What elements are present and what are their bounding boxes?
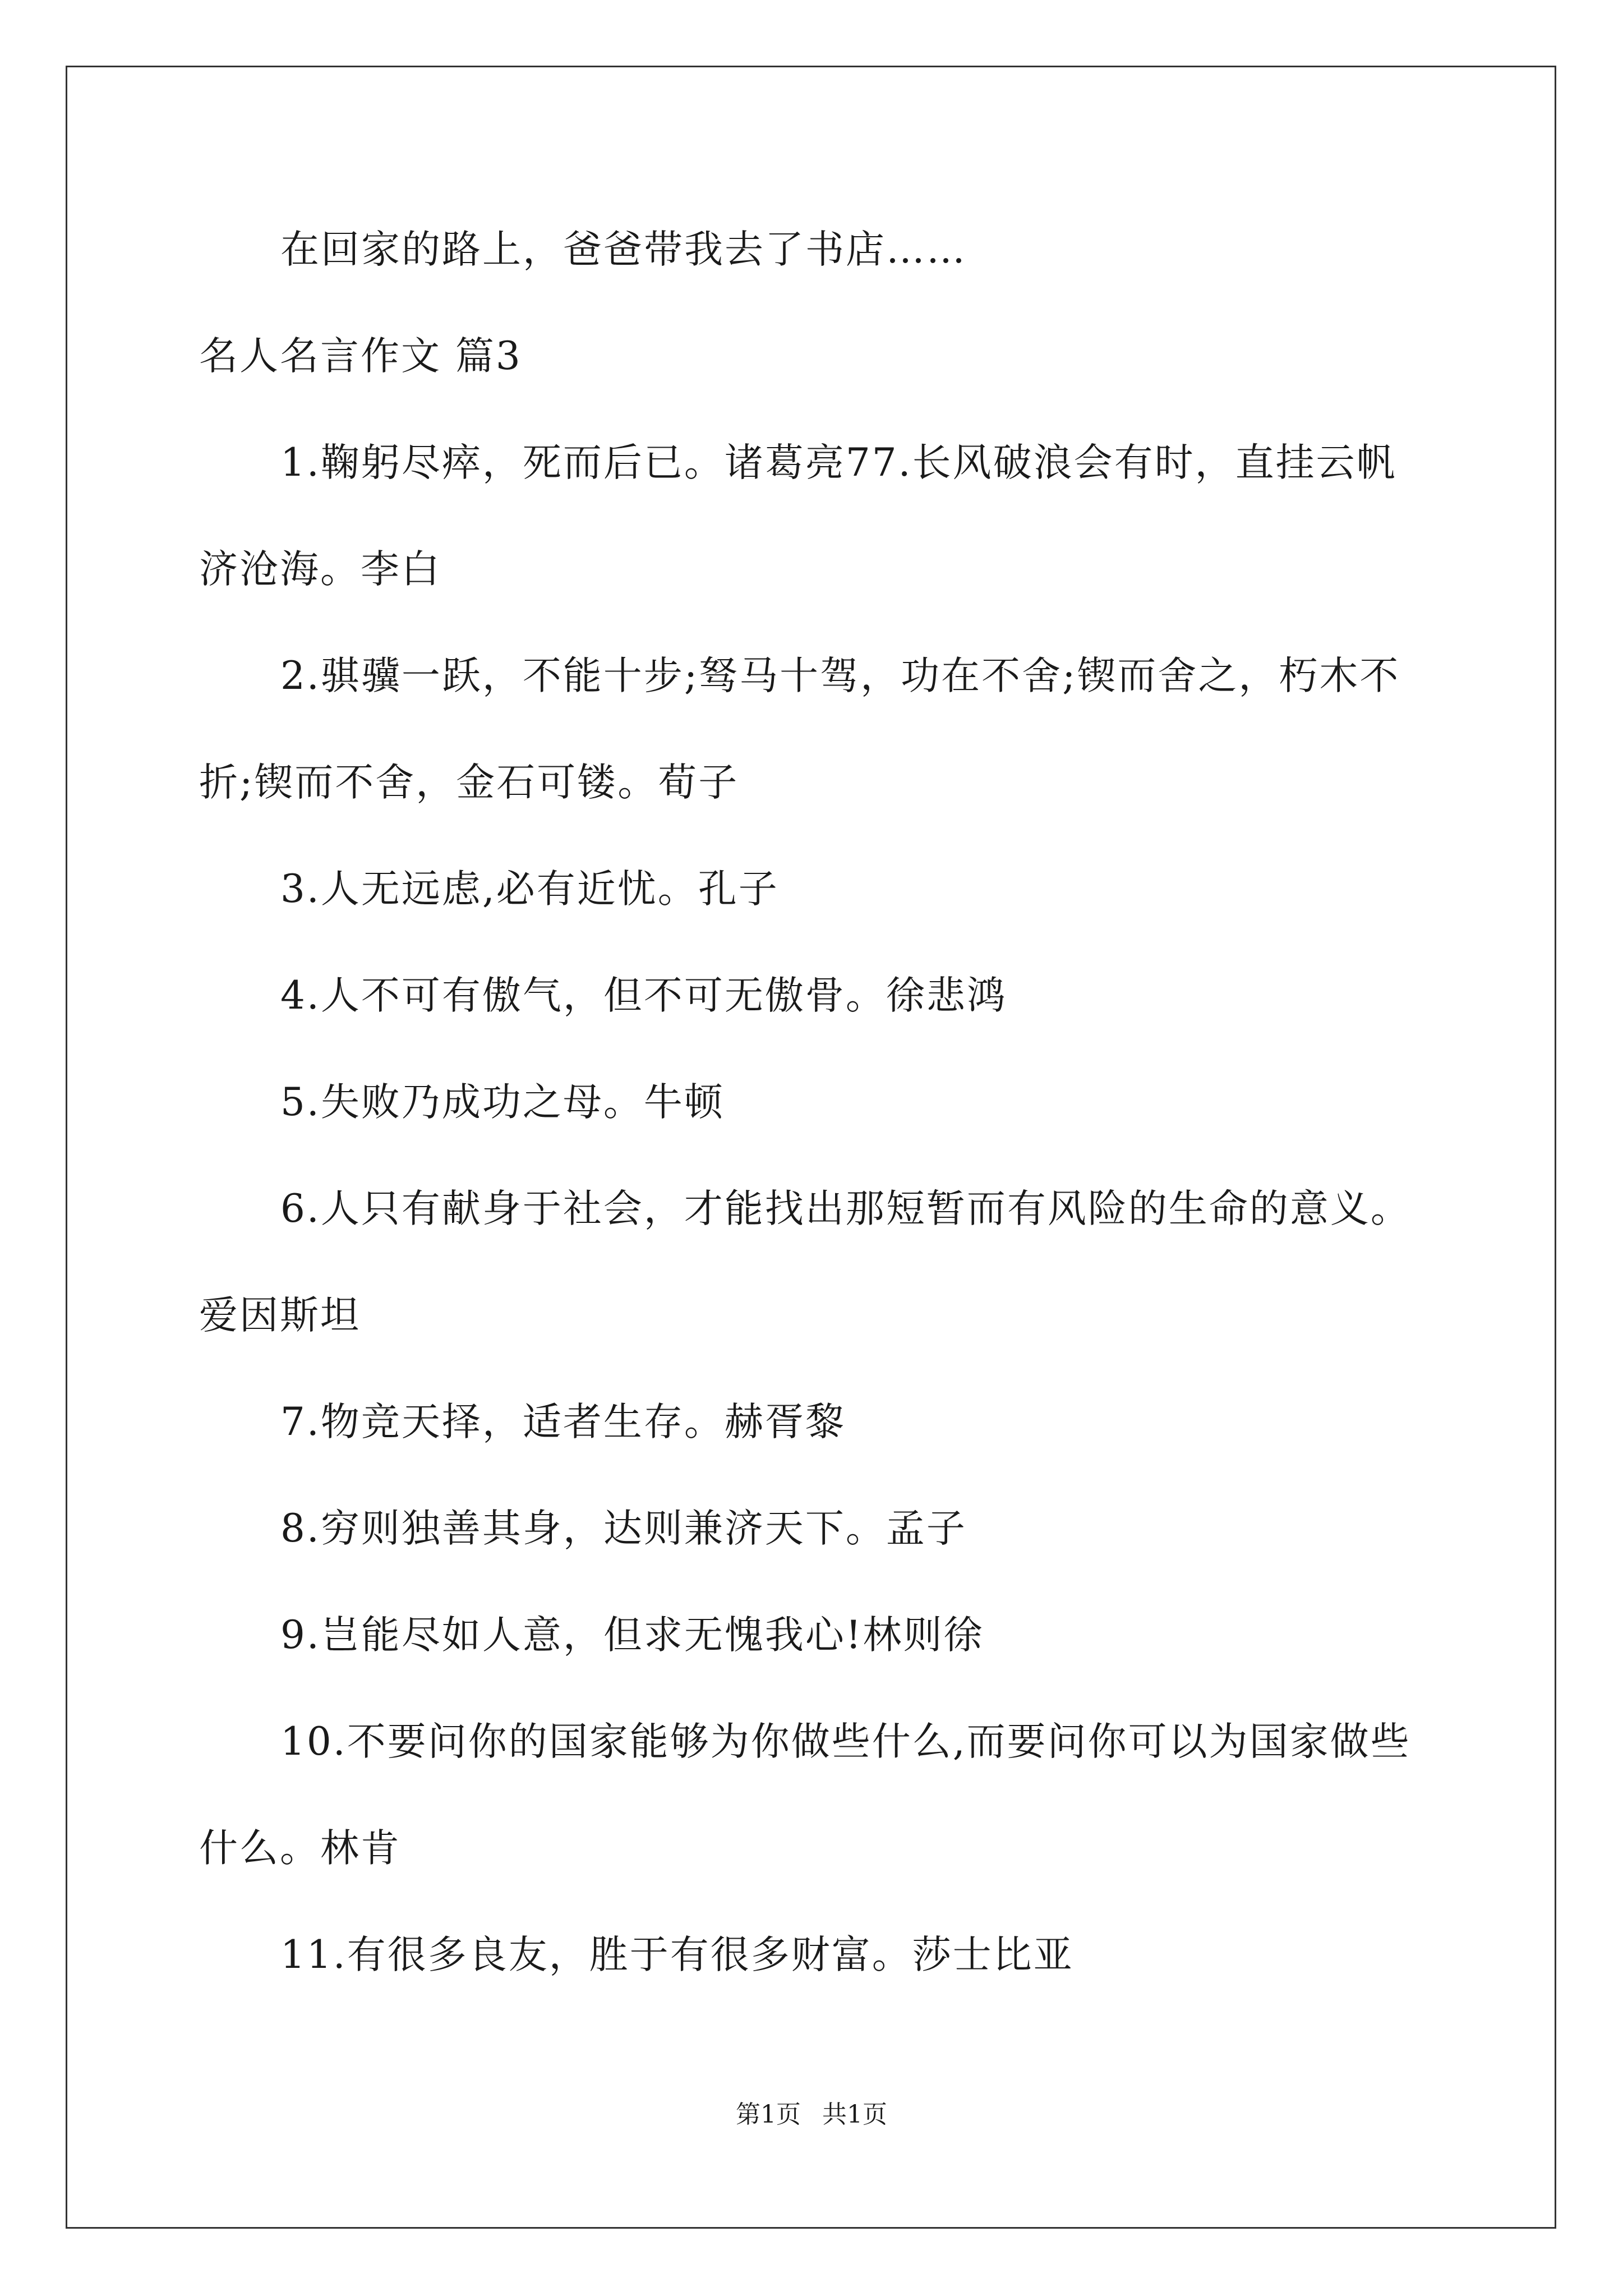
quote-2-line-1: 2.骐骥一跃，不能十步;驽马十驾，功在不舍;锲而舍之，朽木不 <box>280 654 1400 698</box>
page-footer <box>0 2098 1623 2132</box>
quote-1-line-2: 济沧海。李白 <box>199 547 441 592</box>
section-heading: 名人名言作文 篇3 <box>199 334 522 379</box>
quote-5: 5.失败乃成功之母。牛顿 <box>280 1080 725 1125</box>
quote-8: 8.穷则独善其身，达则兼济天下。孟子 <box>280 1506 967 1551</box>
quote-9: 9.岂能尽如人意，但求无愧我心!林则徐 <box>280 1613 984 1658</box>
quote-11: 11.有很多良友，胜于有很多财富。莎士比亚 <box>280 1932 1074 1977</box>
page-number-current: 第1页 <box>736 2100 801 2129</box>
quote-6-line-2: 爱因斯坦 <box>199 1293 361 1338</box>
quote-10-line-2: 什么。林肯 <box>199 1826 401 1871</box>
quote-6-line-1: 6.人只有献身于社会，才能找出那短暂而有风险的生命的意义。 <box>280 1186 1411 1231</box>
text-line-intro: 在回家的路上，爸爸带我去了书店…… <box>280 227 967 272</box>
page-number-total: 共1页 <box>822 2100 887 2129</box>
quote-4: 4.人不可有傲气，但不可无傲骨。徐悲鸿 <box>280 973 1007 1018</box>
page-border <box>66 66 1556 2229</box>
quote-7: 7.物竞天择，适者生存。赫胥黎 <box>280 1400 846 1444</box>
quote-3: 3.人无远虑,必有近忧。孔子 <box>280 867 779 912</box>
quote-10-line-1: 10.不要问你的国家能够为你做些什么,而要问你可以为国家做些 <box>280 1719 1411 1764</box>
quote-1-line-1: 1.鞠躬尽瘁，死而后已。诸葛亮77.长风破浪会有时，直挂云帆 <box>280 440 1397 485</box>
quote-2-line-2: 折;锲而不舍，金石可镂。荀子 <box>199 760 739 805</box>
